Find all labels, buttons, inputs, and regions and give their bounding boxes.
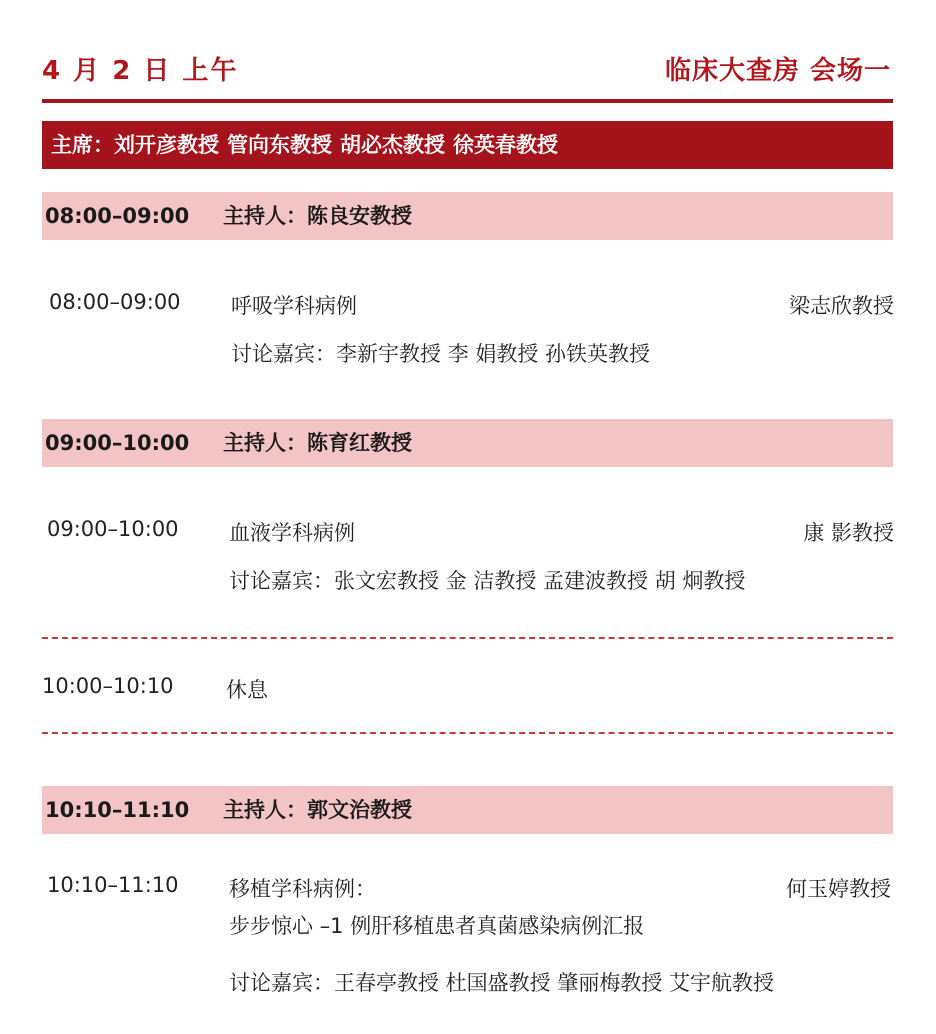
session-host: 主持人：郭文治教授: [223, 798, 412, 822]
session-time: 08:00–09:00: [45, 204, 190, 228]
discussion-guests: 讨论嘉宾：王春亭教授 杜国盛教授 肇丽梅教授 艾宇航教授: [229, 971, 775, 995]
talk-topic: 移植学科病例：: [229, 877, 376, 901]
session-host: 主持人：陈良安教授: [223, 204, 412, 228]
session-header-3: [42, 786, 893, 834]
talk-time: 09:00–10:00: [47, 517, 179, 541]
header-divider: [42, 99, 893, 103]
talk-topic: 血液学科病例: [229, 521, 355, 545]
discussion-guests: 讨论嘉宾：张文宏教授 金 洁教授 孟建波教授 胡 炯教授: [229, 569, 746, 593]
talk-time: 10:10–11:10: [47, 873, 179, 897]
session-time: 09:00–10:00: [45, 431, 190, 455]
break-divider-bottom: [42, 732, 893, 734]
chair-name: 刘开彦教授: [114, 133, 219, 157]
talk-speaker: 康 影教授: [803, 521, 894, 545]
chair-name: 徐英春教授: [453, 133, 558, 157]
talk-topic: 呼吸学科病例: [231, 294, 357, 318]
break-divider-top: [42, 637, 893, 639]
break-label: 休息: [226, 678, 268, 702]
session-header-1: [42, 192, 893, 240]
discussion-guests: 讨论嘉宾：李新宇教授 李 娟教授 孙铁英教授: [231, 342, 651, 366]
talk-subtopic: 步步惊心 –1 例肝移植患者真菌感染病例汇报: [229, 914, 645, 938]
talk-time: 08:00–09:00: [49, 290, 181, 314]
talk-speaker: 何玉婷教授: [786, 877, 891, 901]
session-time: 10:10–11:10: [45, 798, 190, 822]
session-venue: 临床大查房 会场一: [664, 56, 891, 86]
session-date: 4 月 2 日 上午: [42, 56, 239, 86]
page-header: [42, 50, 893, 90]
talk-speaker: 梁志欣教授: [789, 294, 894, 318]
session-header-2: [42, 419, 893, 467]
chair-name: 胡必杰教授: [340, 133, 445, 157]
session-host: 主持人：陈育红教授: [223, 431, 412, 455]
chairs-label: 主席：: [51, 133, 114, 157]
break-time: 10:00–10:10: [42, 674, 174, 698]
chairs-banner: [42, 121, 893, 169]
chair-name: 管向东教授: [227, 133, 332, 157]
